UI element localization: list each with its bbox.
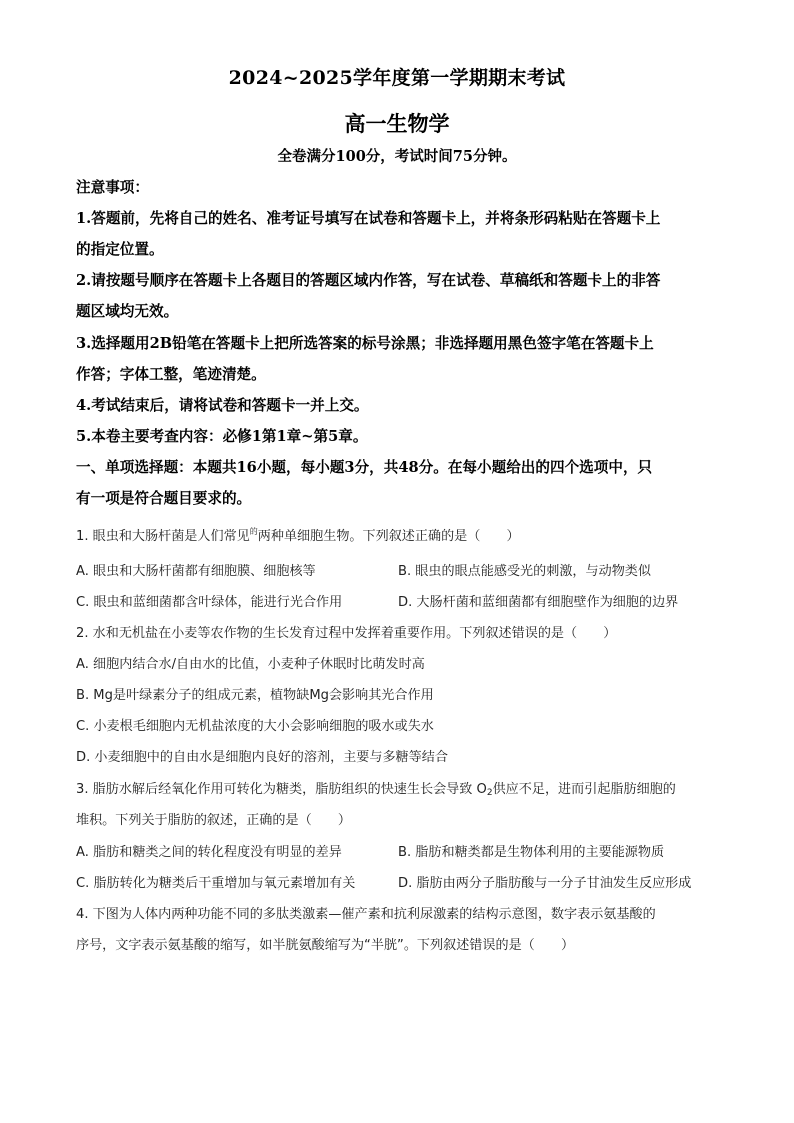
q4-stem-a: 4. 下图为人体内两种功能不同的多肽类激素—催产素和抗利尿激素的结构示意图，数字表示氨基酸的 (76, 907, 656, 922)
q3-stem-a (76, 780, 720, 803)
score-info: 全卷满分100分，考试时间75分钟。 (277, 148, 517, 165)
section-heading-a: 一、单项选择题：本题共16小题，每小题3分，共48分。在每小题给出的四个选项中，只 (76, 459, 653, 476)
q3-option-a: A. 脂肪和糖类之间的转化程度没有明显的差异 (76, 845, 342, 860)
section-heading-b: 有一项是符合题目要求的。 (76, 490, 252, 507)
q3-option-b: B. 脂肪和糖类都是生物体利用的主要能源物质 (398, 845, 665, 860)
q1-option-d: D. 大肠杆菌和蓝细菌都有细胞壁作为细胞的边界 (398, 595, 679, 610)
notice-line-3a: 3.选择题用2B铅笔在答题卡上把所选答案的标号涂黑；非选择题用黑色签字笔在答题卡上 (76, 335, 654, 352)
notice-line-2a: 2.请按题号顺序在答题卡上各题目的答题区域内作答，写在试卷、草稿纸和答题卡上的非答 (76, 272, 661, 289)
notice-line-1b: 的指定位置。 (76, 241, 164, 258)
q3-stem-b: 堆积。下列关于脂肪的叙述，正确的是（ ） (76, 813, 351, 828)
notice-line-5: 5.本卷主要考查内容：必修1第1章~第5章。 (76, 428, 368, 445)
notice-line-1a: 1.答题前，先将自己的姓名、准考证号填写在试卷和答题卡上，并将条形码粘贴在答题卡上 (76, 210, 661, 227)
q2-stem: 2. 水和无机盐在小麦等农作物的生长发育过程中发挥着重要作用。下列叙述错误的是（ ） (76, 626, 617, 641)
notice-heading: 注意事项： (76, 179, 149, 196)
q2-option-c: C. 小麦根毛细胞内无机盐浓度的大小会影响细胞的吸水或失水 (76, 719, 434, 734)
q3-option-d: D. 脂肪由两分子脂肪酸与一分子甘油发生反应形成 (398, 876, 692, 891)
q1-stem-sup: 的 (249, 527, 258, 536)
notice-line-2b: 题区域均无效。 (76, 303, 179, 320)
exam-title: 2024~2025学年度第一学期期末考试 (228, 67, 566, 89)
q2-option-d: D. 小麦细胞中的自由水是细胞内良好的溶剂，主要与多糖等结合 (76, 750, 448, 765)
q4-stem-b: 序号，文字表示氨基酸的缩写，如半胱氨酸缩写为“半胱”。下列叙述错误的是（ ） (76, 938, 575, 953)
notice-line-3b: 作答；字体工整，笔迹清楚。 (76, 366, 266, 383)
q3-option-c: C. 脂肪转化为糖类后干重增加与氧元素增加有关 (76, 876, 356, 891)
q3-stem-pre: 3. 脂肪水解后经氧化作用可转化为糖类，脂肪组织的快速生长会导致 O (76, 782, 487, 797)
q1-stem-post: 两种单细胞生物。下列叙述正确的是（ ） (257, 529, 520, 544)
q2-option-b: B. Mg是叶绿素分子的组成元素，植物缺Mg会影响其光合作用 (76, 688, 434, 703)
q1-stem-pre: 1. 眼虫和大肠杆菌是人们常见 (76, 529, 250, 544)
subject-title: 高一生物学 (344, 111, 450, 136)
q1-option-c: C. 眼虫和蓝细菌都含叶绿体，能进行光合作用 (76, 595, 343, 610)
q1-stem (76, 527, 720, 548)
q2-option-a: A. 细胞内结合水/自由水的比值，小麦种子休眠时比萌发时高 (76, 657, 425, 672)
q3-stem-post: 供应不足，进而引起脂肪细胞的 (492, 782, 676, 797)
notice-line-4: 4.考试结束后，请将试卷和答题卡一并上交。 (76, 397, 369, 414)
q1-option-a: A. 眼虫和大肠杆菌都有细胞膜、细胞核等 (76, 564, 316, 579)
q3-stem-sub: 2 (486, 788, 493, 798)
q1-option-b: B. 眼虫的眼点能感受光的刺激，与动物类似 (398, 564, 651, 579)
